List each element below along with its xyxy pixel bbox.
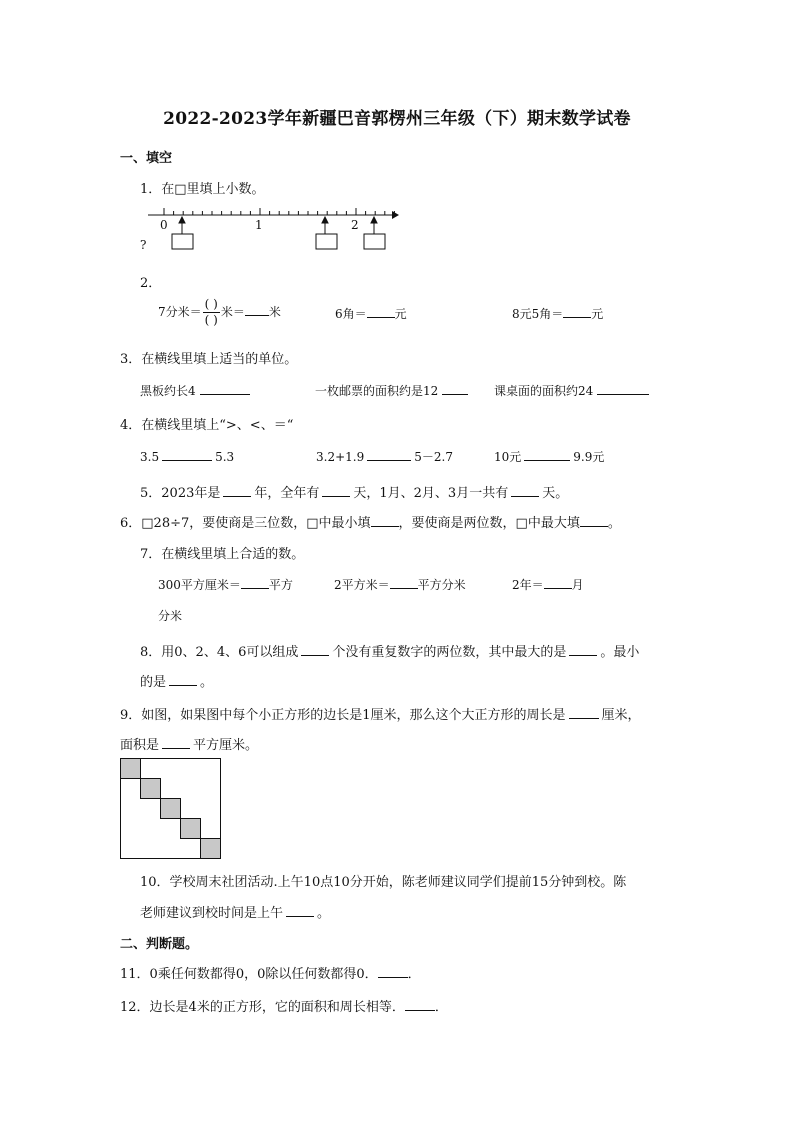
q12-part: 12．边长是4米的正方形，它的面积和周长相等． bbox=[120, 1000, 405, 1015]
q4-c-right: 9.9元 bbox=[573, 450, 605, 464]
question-10-line-1: 10．学校周末社团活动.上午10点10分开始，陈老师建议同学们提前15分钟到校。陈 bbox=[140, 875, 627, 890]
answer-blank[interactable] bbox=[241, 576, 269, 589]
shaded-square-cell bbox=[161, 799, 181, 819]
answer-blank[interactable] bbox=[245, 303, 269, 316]
q11-part: 11．0乘任何数都得0，0除以任何数都得0． bbox=[120, 967, 378, 982]
answer-blank[interactable] bbox=[162, 736, 190, 749]
shaded-square-cell bbox=[181, 819, 201, 839]
arrow-1 bbox=[179, 217, 185, 234]
answer-blank[interactable] bbox=[544, 576, 572, 589]
answer-blank[interactable] bbox=[563, 305, 591, 318]
question-6 bbox=[120, 512, 621, 531]
question-2-number: 2． bbox=[140, 276, 162, 291]
square-figure bbox=[120, 758, 221, 859]
answer-blank[interactable] bbox=[367, 305, 395, 318]
q5-part: 天。 bbox=[542, 486, 569, 501]
q10-part: 老师建议到校时间是上午 bbox=[140, 906, 284, 921]
q2-b-text: 6角＝ bbox=[335, 307, 367, 321]
question-5 bbox=[140, 482, 568, 501]
q3-a bbox=[140, 382, 250, 399]
q9-part: 面积是 bbox=[120, 738, 160, 753]
answer-blank[interactable] bbox=[569, 706, 599, 719]
answer-blank[interactable] bbox=[162, 448, 212, 461]
q8-part: 的是 bbox=[140, 675, 167, 690]
question-4-text: 4．在横线里填上“>、<、＝“ bbox=[120, 418, 294, 433]
q2-c-unit: 元 bbox=[591, 307, 604, 321]
shaded-square-cell bbox=[121, 759, 141, 779]
answer-blank[interactable] bbox=[511, 484, 539, 497]
answer-blank[interactable] bbox=[169, 673, 197, 686]
answer-blank[interactable] bbox=[301, 643, 329, 656]
answer-blank[interactable] bbox=[524, 448, 570, 461]
question-8-line-1 bbox=[140, 641, 639, 660]
q7-a-text: 300平方厘米＝ bbox=[158, 578, 241, 592]
answer-blank[interactable] bbox=[442, 382, 468, 395]
q4-c-left: 10元 bbox=[494, 450, 522, 464]
q7-b bbox=[334, 576, 466, 593]
question-9-line-1 bbox=[120, 704, 641, 723]
answer-blank[interactable] bbox=[200, 382, 250, 395]
q9-part: 平方厘米。 bbox=[193, 738, 259, 753]
q4-a-left: 3.5 bbox=[140, 450, 160, 464]
q2-a-suffix: 米＝ bbox=[220, 305, 245, 319]
question-3-text: 3．在横线里填上适当的单位。 bbox=[120, 352, 298, 367]
q8-part: 8．用0、2、4、6可以组成 bbox=[140, 645, 299, 660]
question-mark: ? bbox=[140, 238, 147, 252]
q4-b-right: 5－2.7 bbox=[414, 450, 453, 464]
number-line-ticks bbox=[164, 208, 394, 215]
number-line-label-1: 1 bbox=[255, 218, 263, 232]
q5-part: 年，全年有 bbox=[254, 486, 320, 501]
answer-blank[interactable] bbox=[569, 643, 597, 656]
arrow-3 bbox=[371, 217, 377, 234]
q10-part: 。 bbox=[317, 906, 331, 921]
q4-b bbox=[316, 448, 453, 465]
q9-part: 9．如图，如果图中每个小正方形的边长是1厘米，那么这个大正方形的周长是 bbox=[120, 708, 566, 723]
q7-b-text: 2平方米＝ bbox=[334, 578, 390, 592]
q3-c bbox=[494, 382, 649, 399]
number-line-label-2: 2 bbox=[351, 218, 359, 232]
q7-b-unit: 平方分米 bbox=[417, 578, 466, 592]
question-11 bbox=[120, 963, 421, 982]
q4-a-right: 5.3 bbox=[215, 450, 235, 464]
answer-box-2 bbox=[316, 234, 337, 249]
answer-blank[interactable] bbox=[597, 382, 649, 395]
page-title: 2022-2023学年新疆巴音郭楞州三年级（下）期末数学试卷 bbox=[163, 109, 631, 129]
q4-a bbox=[140, 448, 234, 464]
section-heading-true-false: 二、判断题。 bbox=[120, 937, 199, 952]
q2-b bbox=[335, 305, 407, 322]
fraction-numerator: ( ) bbox=[204, 297, 218, 311]
shaded-square-cell bbox=[141, 779, 161, 799]
answer-blank[interactable] bbox=[390, 576, 418, 589]
q7-a-unit-continued: 分米 bbox=[158, 609, 183, 623]
q7-a-unit: 平方 bbox=[268, 578, 293, 592]
q5-part: 天，1月、2月、3月一共有 bbox=[353, 486, 509, 501]
question-2-row bbox=[158, 297, 281, 328]
q5-part: 5．2023年是 bbox=[140, 486, 221, 501]
question-9-line-2 bbox=[120, 734, 258, 753]
answer-blank[interactable] bbox=[223, 484, 251, 497]
q7-a bbox=[158, 576, 293, 593]
q7-c-unit: 月 bbox=[571, 578, 584, 592]
answer-blank[interactable] bbox=[371, 514, 399, 527]
q4-b-left: 3.2+1.9 bbox=[316, 450, 365, 464]
question-1-text: 1．在□里填上小数。 bbox=[140, 182, 265, 197]
q9-part: 厘米， bbox=[601, 708, 641, 723]
question-12 bbox=[120, 996, 448, 1015]
section-heading-fill-in: 一、填空 bbox=[120, 151, 173, 166]
answer-box-3 bbox=[364, 234, 385, 249]
answer-blank[interactable] bbox=[367, 448, 411, 461]
q7-c bbox=[512, 576, 584, 593]
answer-blank[interactable] bbox=[378, 965, 408, 978]
shaded-cells bbox=[121, 759, 221, 859]
q12-part: ． bbox=[434, 1000, 448, 1015]
q3-b bbox=[315, 382, 468, 399]
question-10-line-2 bbox=[140, 902, 330, 921]
shaded-square-cell bbox=[201, 839, 221, 859]
fraction bbox=[203, 297, 220, 328]
q8-part: 。最小 bbox=[600, 645, 640, 660]
answer-blank[interactable] bbox=[322, 484, 350, 497]
q2-c-text: 8元5角＝ bbox=[512, 307, 564, 321]
number-line-arrowhead bbox=[392, 211, 399, 219]
question-7-text: 7．在横线里填上合适的数。 bbox=[140, 547, 305, 562]
answer-blank[interactable] bbox=[286, 904, 314, 917]
answer-blank[interactable] bbox=[580, 514, 608, 527]
q11-part: ． bbox=[407, 967, 421, 982]
q6-part: ，要使商是两位数，□中最大填 bbox=[398, 516, 580, 531]
fraction-denominator: ( ) bbox=[204, 313, 218, 327]
number-line-figure bbox=[148, 204, 400, 254]
q7-c-text: 2年＝ bbox=[512, 578, 544, 592]
q3-c-text: 课桌面的面积约24 bbox=[494, 384, 594, 398]
q3-a-text: 黑板约长4 bbox=[140, 384, 196, 398]
q2-b-unit: 元 bbox=[394, 307, 407, 321]
q6-part: 6．□28÷7，要使商是三位数，□中最小填 bbox=[120, 516, 371, 531]
q8-part: 个没有重复数字的两位数，其中最大的是 bbox=[332, 645, 567, 660]
q2-a-prefix: 7分米＝ bbox=[158, 305, 202, 319]
number-line-label-0: 0 bbox=[160, 218, 168, 232]
answer-blank[interactable] bbox=[405, 998, 435, 1011]
question-8-line-2 bbox=[140, 671, 213, 690]
q6-part: 。 bbox=[607, 516, 621, 531]
q8-part: 。 bbox=[200, 675, 214, 690]
q3-b-text: 一枚邮票的面积约是12 bbox=[315, 384, 439, 398]
answer-box-1 bbox=[172, 234, 193, 249]
q4-c bbox=[494, 448, 604, 465]
arrow-2 bbox=[322, 217, 328, 234]
q2-c bbox=[512, 305, 603, 322]
q2-a-unit: 米 bbox=[268, 305, 281, 319]
